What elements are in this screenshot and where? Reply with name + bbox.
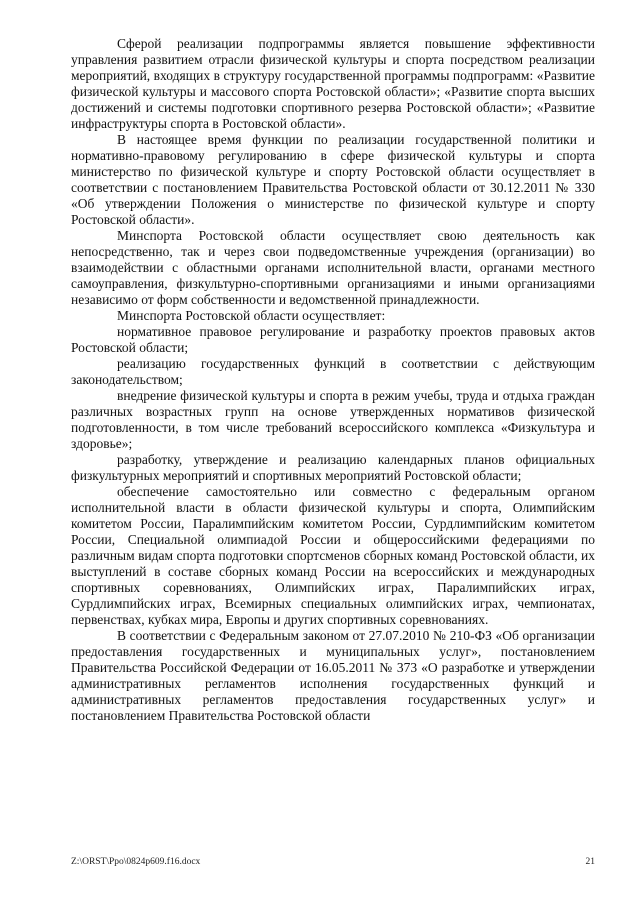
list-item-state-functions: реализацию государственных функций в соответствии с действующим законодательством; (71, 356, 595, 387)
page-footer (71, 855, 595, 869)
paragraph-scope: Сферой реализации подпрограммы является повышение эффективности управления развитием отрасли физической культуры и спорта посредством реализации мероприятий, входящих в структуру государственной программы подпрограмм: «Развитие физической культуры и массового спорта Ростовской области»; «Развитие спорта высших достижений и системы подготовки спортивного резерва Ростовской области»; «Развитие инфраструктуры спорта в Ростовской области». (71, 36, 595, 131)
page-number: 21 (585, 857, 595, 867)
footer-file-path: Z:\ORST\Ppo\0824p609.f16.docx (71, 857, 201, 867)
document-body (71, 36, 595, 724)
paragraph-functions: В настоящее время функции по реализации государственной политики и нормативно-правовому регулированию в сфере физической культуры и спорта министерство по физической культуре и спорту Ростовской области осуществляет в соответствии с постановлением Правительства Ростовской области от 30.12.2011 № 330 «Об утверждении Положения о министерстве по физической культуре и спорту Ростовской области». (71, 132, 595, 227)
paragraph-federal-law: В соответствии с Федеральным законом от 27.07.2010 № 210-ФЗ «Об организации предоставления государственных и муниципальных услуг», постановлением Правительства Российской Федерации от 16.05.2011 № 373 «О разработке и утверждении административных регламентов исполнения государственных функций и административных регламентов предоставления государственных услуг» и постановлением Правительства Ростовской области (71, 628, 595, 723)
list-item-calendar-plans: разработку, утверждение и реализацию календарных планов официальных физкультурных мероприятий и спортивных мероприятий Ростовской области; (71, 452, 595, 483)
paragraph-activity: Минспорта Ростовской области осуществляет свою деятельность как непосредственно, так и через свои подведомственные учреждения (организации) во взаимодействии с областными органами исполнительной власти, органами местного самоуправления, физкультурно-спортивными организациями и иными организациями независимо от форм собственности и ведомственной принадлежности. (71, 228, 595, 307)
list-item-regulation: нормативное правовое регулирование и разработку проектов правовых актов Ростовской области; (71, 324, 595, 355)
list-item-sport-introduction: внедрение физической культуры и спорта в режим учебы, труда и отдыха граждан различных возрастных групп на основе утвержденных нормативов физической подготовленности, в том числе требований всероссийского комплекса «Физкультура и здоровье»; (71, 388, 595, 451)
list-item-team-preparation: обеспечение самостоятельно или совместно с федеральным органом исполнительной власти в области физической культуры и спорта, Олимпийским комитетом России, Паралимпийским комитетом России, Сурдлимпийским комитетом России, Специальной олимпиадой России и общероссийскими федерациями по различным видам спорта подготовки спортсменов сборных команд Ростовской области, их выступлений в составе сборных команд России на всероссийских и международных спортивных соревнованиях, Олимпийских играх, Паралимпийских играх, Сурдлимпийских играх, Всемирных специальных олимпийских играх, чемпионатах, первенствах, кубках мира, Европы и других спортивных соревнованиях. (71, 484, 595, 627)
paragraph-list-intro: Минспорта Ростовской области осуществляет: (117, 308, 386, 323)
